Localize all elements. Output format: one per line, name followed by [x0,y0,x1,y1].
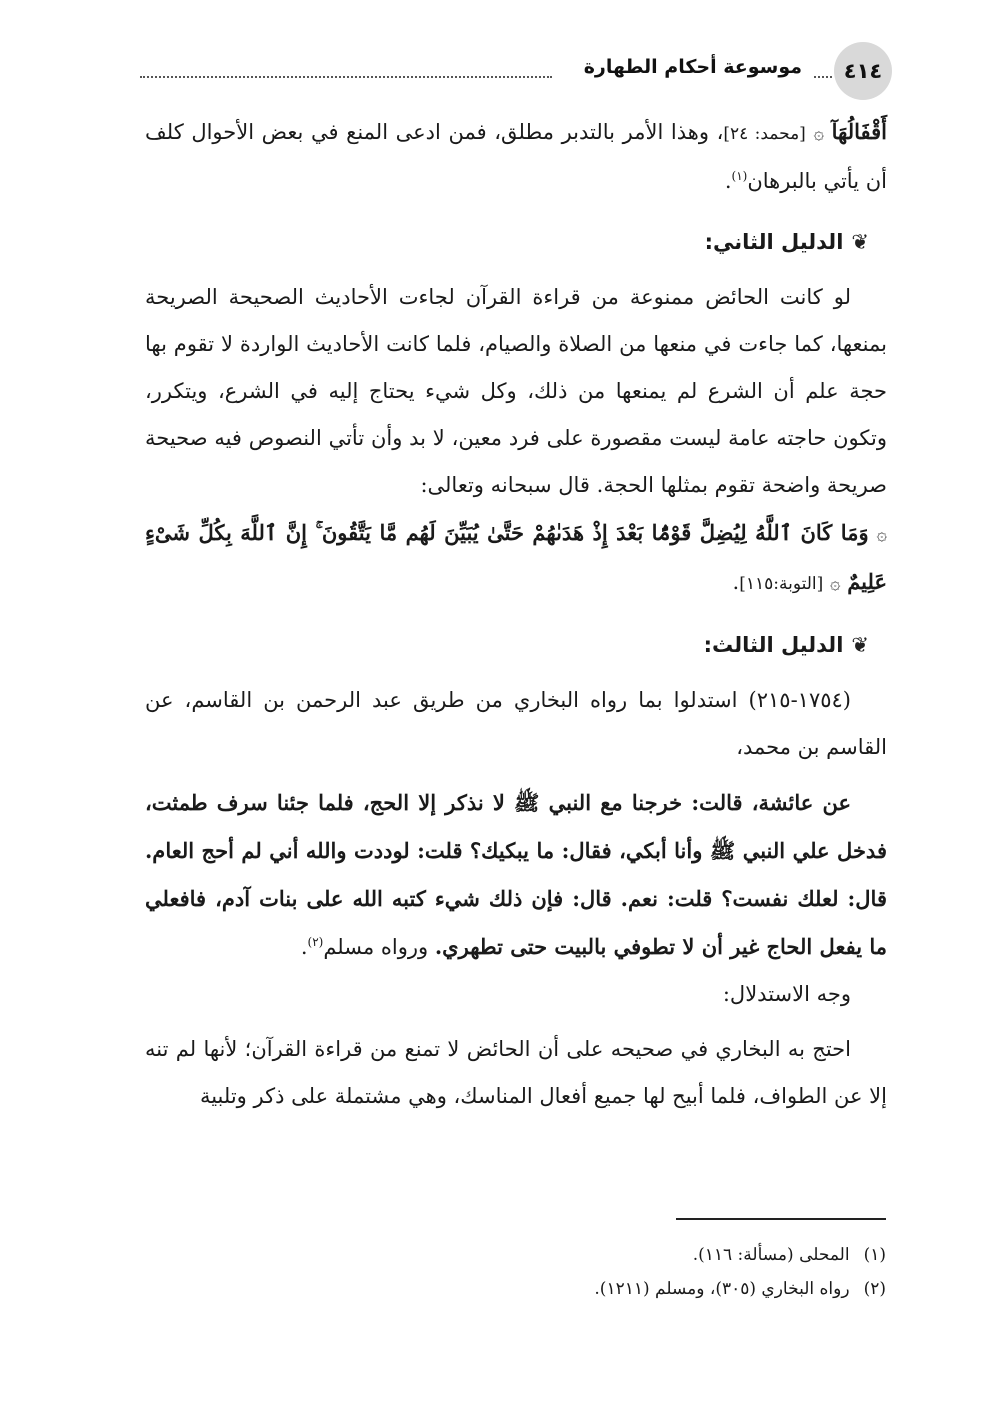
quran-reference: [محمد: ٢٤] [723,124,806,144]
footnote-text: رواه البخاري (٣٠٥)، ومسلم (١٢١١). [594,1279,850,1299]
footnote-item [144,1238,886,1272]
footnote-item [144,1272,886,1306]
paragraph-1-text: ، وهذا الأمر بالتدبر مطلق، فمن ادعى المنع في بعض الأحوال [191,120,724,144]
paragraph-3: (١٧٥٤-٢١٥) استدلوا بما رواه البخاري من طريق عبد الرحمن بن القاسم، عن القاسم بن محمد، [145,688,887,759]
footnote-number: (١) [863,1245,886,1265]
inference-label: وجه الاستدلال: [722,982,851,1006]
footnotes [144,1238,886,1306]
quran-verse-text: وَمَا كَانَ ٱللَّهُ لِيُضِلَّ قَوْمًۢا بَعْدَ إِذْ هَدَىٰهُمْ حَتَّىٰ يُبَيِّنَ لَهُم مَّا يَتَّقُونَ ۚ إِنَّ ٱللَّهَ بِكُلِّ شَىْءٍ عَلِيمٌ [145,520,887,594]
footnote-separator [676,1218,886,1220]
heading-third-evidence-text: الدليل الثالث: [703,633,844,657]
heading-third-evidence [145,622,887,669]
hadith-text: عن عائشة، قالت: خرجنا مع النبي ﷺ لا نذكر إلا الحج، فلما جئنا سرف طمثت، فدخل علي النبي ﷺ وأنا أبكي، فقال: ما يبكيك؟ قلت: لوددت والله أني لم أحج العام. قال: لعلك نفست؟ قلت: نعم. قال: فإن ذلك شيء كتبه الله على بنات آدم، فافعلي ما يفعل الحاج غير أن لا تطوفي بالبيت حتى تطهري. [145,790,887,959]
paragraph-1-text-2: كلف أن يأتي بالبرهان [145,120,887,193]
page-header [140,42,892,102]
leaf-ornament-icon: ❦ [851,633,869,657]
quran-open-ornament: ۞ [876,524,887,545]
paragraph-1: أَقْفَالُهَآ ۞ [محمد: ٢٤]، وهذا الأمر بالتدبر مطلق، فمن ادعى المنع في بعض الأحوال كلف أن يأتي بالبرهان$^{(١)}$. [145,119,887,193]
hadith-paragraph: عن عائشة، قالت: خرجنا مع النبي ﷺ لا نذكر إلا الحج، فلما جئنا سرف طمثت، فدخل علي النبي ﷺ وأنا أبكي، فقال: ما يبكيك؟ قلت: لوددت والله أني لم أحج العام. قال: لعلك نفست؟ قلت: نعم. قال: فإن ذلك شيء كتبه الله على بنات آدم، فافعلي ما يفعل الحاج غير أن لا تطوفي بالبيت حتى تطهري. ورواه مسلم$^{(٢)}$. [145,790,887,959]
quran-close-ornament: ۞ [813,123,824,144]
page-number-badge: ٤١٤ [834,42,892,100]
leaf-ornament-icon: ❦ [851,230,869,254]
header-dotted-rule-left [140,76,552,78]
page-body [145,108,887,1120]
quran-reference-2: [التوبة:١١٥] [739,574,824,594]
footnote-text: المحلى (مسألة: ١١٦). [692,1245,850,1265]
quran-verse-2: ۞ وَمَا كَانَ ٱللَّهُ لِيُضِلَّ قَوْمًۢا بَعْدَ إِذْ هَدَىٰهُمْ حَتَّىٰ يُبَيِّنَ لَهُم مَّا يَتَّقُونَ ۚ إِنَّ ٱللَّهَ بِكُلِّ شَىْءٍ عَلِيمٌ ۞ [التوبة:١١٥]. [145,520,887,594]
hadith-source: ورواه مسلم [323,935,435,959]
heading-second-evidence-text: الدليل الثاني: [704,230,844,254]
paragraph-2: لو كانت الحائض ممنوعة من قراءة القرآن لجاءت الأحاديث الصحيحة الصريحة بمنعها، كما جاءت في منعها من الصلاة والصيام، فلما كانت الأحاديث الواردة لا تقوم بها حجة علم أن الشرع لم يمنعها من ذلك، وكل شيء يحتاج إليه في الشرع، ويتكرر، وتكون حاجته عامة ليست مقصورة على فرد معين، لا بد وأن تأتي النصوص فيه صحيحة صريحة واضحة تقوم بمثلها الحجة. قال سبحانه وتعالى: [145,285,887,497]
footnote-number: (٢) [863,1279,886,1299]
footnote-ref-1[interactable]: (١) [731,169,748,183]
heading-second-evidence [145,219,887,266]
paragraph-4: احتج به البخاري في صحيحه على أن الحائض لا تمنع من قراءة القرآن؛ لأنها لم تنه إلا عن الطواف، فلما أبيح لها جميع أفعال المناسك، وهي مشتملة على ذكر وتلبية [145,1037,887,1108]
book-title: موسوعة أحكام الطهارة [572,56,814,78]
quran-fragment: أَقْفَالُهَآ [831,119,887,144]
quran-close-ornament-2: ۞ [829,573,841,594]
footnote-ref-2[interactable]: (٢) [307,935,324,949]
